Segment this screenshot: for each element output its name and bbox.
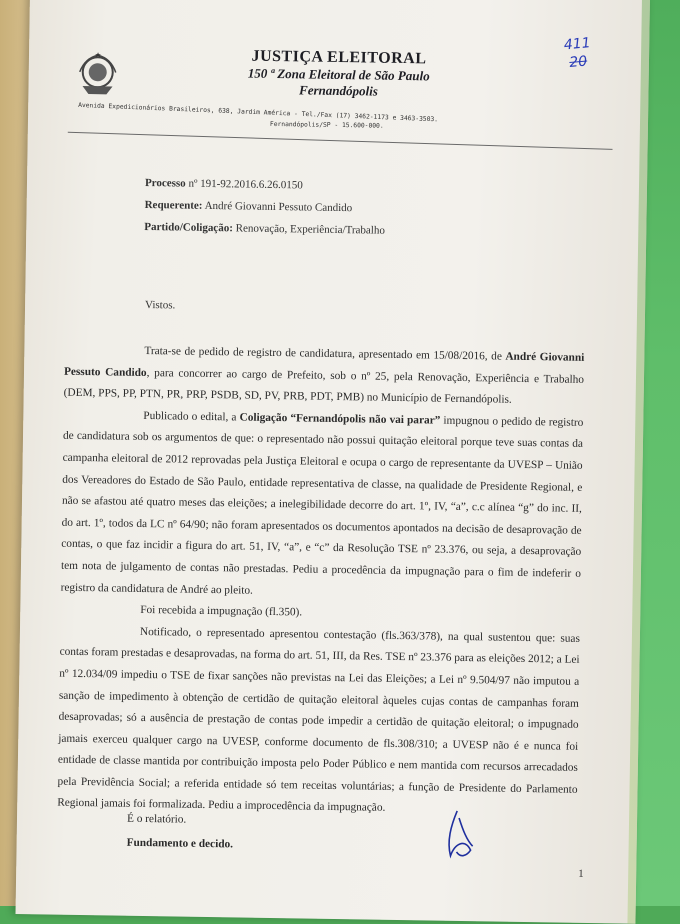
header-divider (68, 132, 613, 150)
paragraph-4: Notificado, o representado apresentou contestação (fls.363/378), na qual sustentou que: suas contas foram prestadas e desaprovadas, na forma do art. 51, III, da Res. TSE nº 23.376 para as eleições 2012; a Lei nº 12.034/09 impediu o TSE de fixar sanções não previstas na Lei das Eleições; a Lei nº 9.504/97 não imputou a sanção de impedimento à obtenção de certidão de quitação eleitoral àqueles cujas contas de campanhas foram desaprovadas; só a ausência de prestação de contas pode impedir a certidão de quitação eleitoral; o impugnado jamais exerceu qualquer cargo na UVESP, conforme documento de fls.308/310; a UVESP não é e nunca foi entidade de classe mantida por contribuição imposta pelo Poder Público e nem mantida com recursos arrecadados pela Previdência Social; a referida entidade só tem receitas voluntárias; a função de Presidente do Parlamento Regional jamais foi formalizada. Pediu a improcedência da impugnação. (57, 625, 580, 815)
candidate-name: André Giovanni Pessuto Candido (63, 350, 585, 379)
court-title: JUSTIÇA ELEITORAL (251, 47, 427, 68)
process-number: nº 191-92.2016.6.26.0150 (188, 177, 303, 192)
page-number-struck: 20 (568, 53, 588, 72)
paragraph-3: Foi recebida a impugnação (fl.350). (140, 604, 303, 619)
applicant-name: André Giovanni Pessuto Candido (204, 199, 353, 215)
handwritten-page-number (559, 34, 607, 82)
address-line-2: Fernandópolis/SP - 15.600-000. (269, 120, 384, 130)
applicant-label: Requerente: (144, 198, 203, 212)
process-line (145, 177, 303, 191)
p2-text-b: impugnou o pedido de registro de candidatura sob os argumentos de que: o representado não possui quitação eleitoral porque teve suas contas da campanha eleitoral de 2012 reprovadas pela Justiça Eleitoral e ocupa o cargo de representante da UVESP – União dos Vereadores do Estado de São Paulo, entidade representativa de classe, na qualidade de Presidente Regional, e não se afastou até quatro meses das eleições; a inelegibilidade decorre do art. 1º, IV, “a”, c.c alínea “g” do inc. II, do art. 1º, todos da LC nº 64/90; não foram apresentados os documentos apontados na decisão de desaprovação de contas, o que faz incidir a figura do art. 51, IV, “a”, e “c” da Resolução TSE nº 23.376, ou seja, a desaprovação tem nota de julgamento de contas não prestadas. Pediu a procedência da impugnação para o fim de indeferir o registro da candidatura de André ao pleito. (60, 414, 584, 597)
signature-mark (436, 806, 487, 867)
decision-heading: Fundamento e decido. (126, 836, 234, 851)
process-label: Processo (144, 176, 186, 190)
applicant-line (145, 199, 353, 214)
paragraph-1 (64, 340, 585, 413)
coalition-name: Coligação “Fernandópolis não vai parar” (239, 411, 441, 427)
party-line (144, 221, 385, 237)
page-number-current: 411 (563, 35, 592, 54)
page-number: 1 (578, 867, 584, 880)
paragraph-2 (60, 404, 583, 606)
p2-text-a: Publicado o edital, a (143, 409, 240, 424)
p1-text-a: Trata-se de pedido de registro de candidatura, apresentado em 15/08/2016, de (144, 344, 506, 363)
report-closing: É o relatório. (126, 812, 187, 826)
party-label: Partido/Coligação: (144, 220, 234, 235)
address-line-1: Avenida Expedicionários Brasileiros, 638, Jardim América - Tel./Fax (17) 3462-1173 e 3463-3503. (77, 101, 439, 124)
party-name: Renovação, Experiência/Trabalho (235, 222, 386, 237)
p1-text-b: , para concorrer ao cargo de Prefeito, sob o nº 25, pela Renovação, Experiência e Trabalho (DEM, PPS, PP, PTN, PR, PRP, PSDB, SD, PV, PRB, PDT, PMB) no Município de Fernandópolis. (63, 366, 585, 406)
decision-body (57, 340, 584, 823)
document-page (16, 0, 650, 924)
electoral-zone: 150 ª Zona Eleitoral de São Paulo (247, 65, 430, 84)
greeting: Vistos. (144, 298, 176, 312)
city-name: Fernandópolis (298, 82, 378, 99)
